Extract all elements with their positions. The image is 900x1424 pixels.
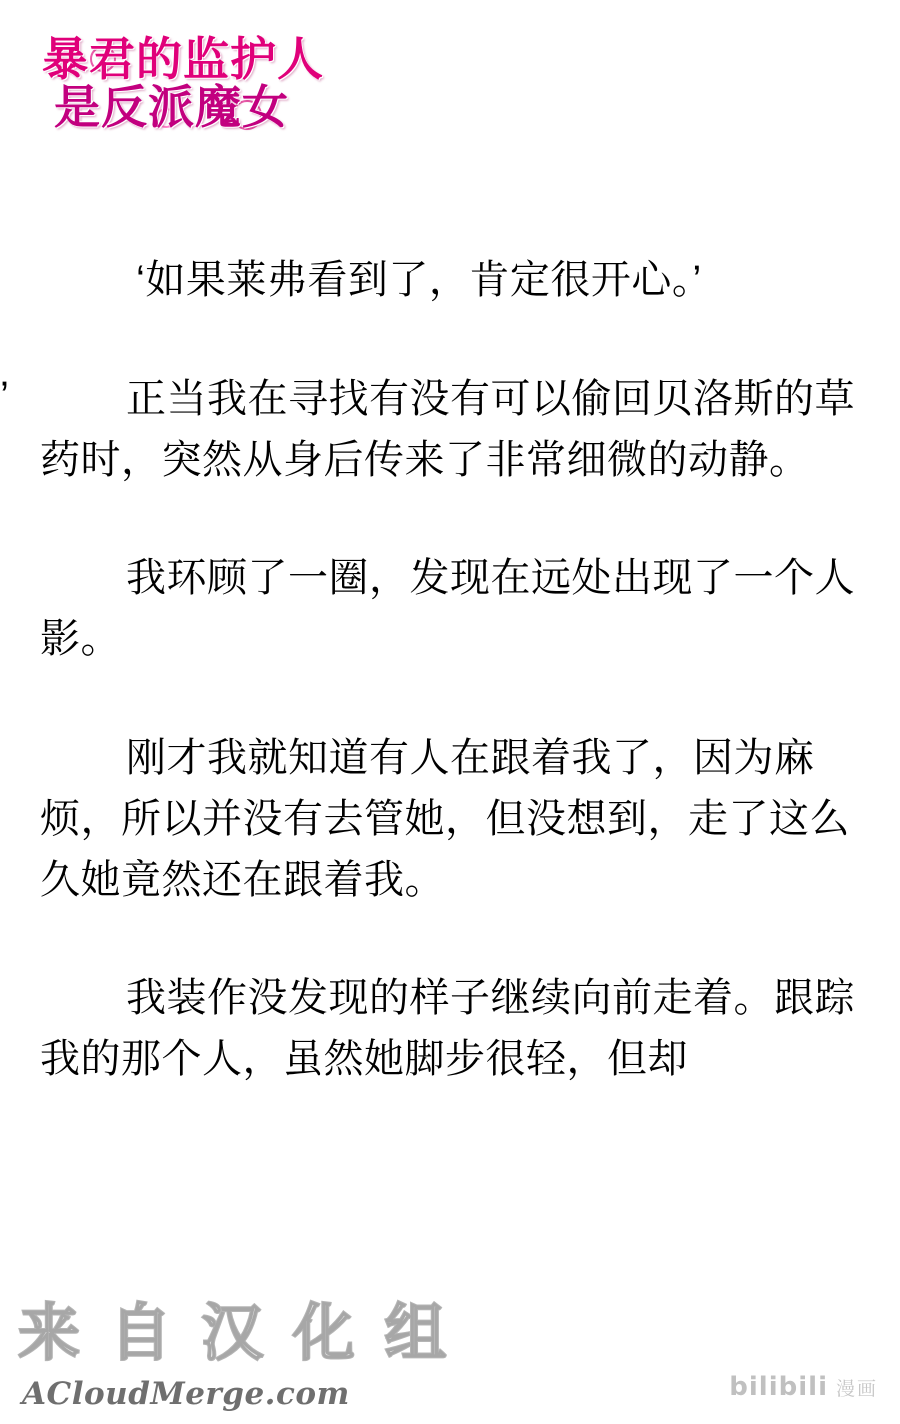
bilibili-logo: bilibili xyxy=(729,1372,828,1402)
paragraph-4: 刚才我就知道有人在跟着我了，因为麻烦，所以并没有去管她，但没想到，走了这么久她竟然还在跟着我。 xyxy=(40,735,850,902)
bilibili-comic-label: 漫画 xyxy=(835,1378,878,1400)
series-title-logo xyxy=(36,34,336,154)
logo-line-1: 暴君的监护人 xyxy=(42,32,324,86)
logo-decoration-circle-3 xyxy=(156,108,176,128)
page-text-body xyxy=(40,250,864,1090)
paragraph-1: ‘如果莱弗看到了，肯定很开心。’ xyxy=(136,258,702,302)
paragraph-5: 我装作没发现的样子继续向前走着。跟踪我的那个人，虽然她脚步很轻，但却 xyxy=(40,976,855,1082)
logo-decoration-circle-1 xyxy=(90,46,116,72)
site-url-watermark: ACloudMerge.com xyxy=(22,1376,350,1412)
paragraph-2: 正当我在寻找有没有可以偷回贝洛斯的草药时，突然从身后传来了非常细微的动静。 xyxy=(40,376,855,482)
logo-line-2: 是反派魔女 xyxy=(54,80,289,134)
paragraph-3: 我环顾了一圈，发现在远处出现了一个人影。 xyxy=(40,556,855,662)
scanlation-group-watermark: 来 自 汉 化 组 xyxy=(18,1296,451,1369)
logo-decoration-circle-2 xyxy=(232,100,262,130)
stray-quote-mark: ’ xyxy=(0,374,9,418)
bilibili-watermark xyxy=(729,1372,878,1402)
